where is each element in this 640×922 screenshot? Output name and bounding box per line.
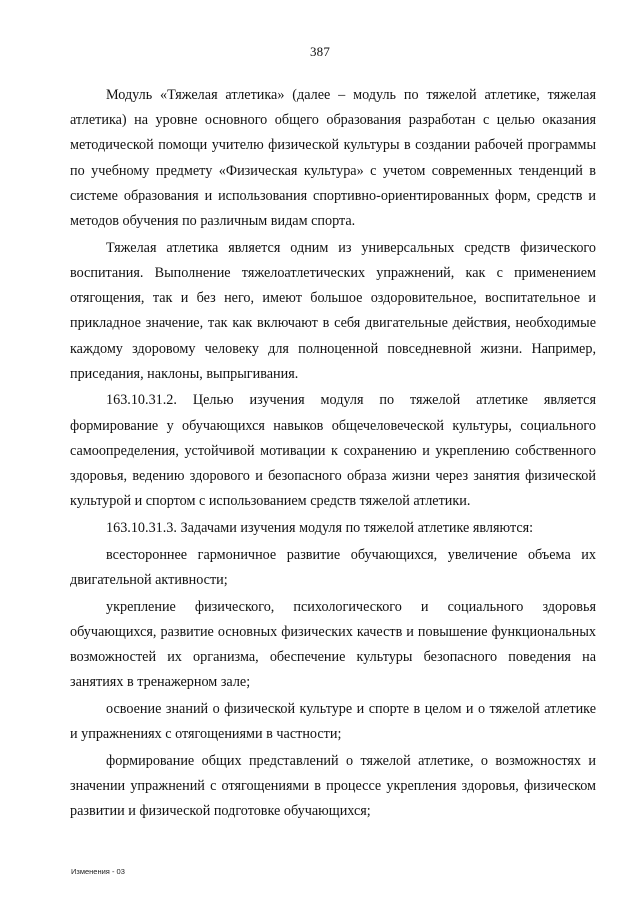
footer-revision: Изменения - 03 bbox=[71, 867, 125, 876]
paragraph-module-intro: Модуль «Тяжелая атлетика» (далее – модуль по тяжелой атлетике, тяжелая атлетика) на уровне основного общего образования разработан с целью оказания методической помощи учителю физической культуры в создании рабочей программы по учебному предмету «Физическая культура» с учетом современных тенденций в системе образования и использования спортивно-ориентированных форм, средств и методов обучения по различным видам спорта. bbox=[70, 87, 596, 230]
paragraph-task-knowledge: освоение знаний о физической культуре и спорте в целом и о тяжелой атлетике и упражнениях с отягощениями в частности; bbox=[70, 700, 596, 743]
paragraph-goal: 163.10.31.2. Целью изучения модуля по тяжелой атлетике является формирование у обучающихся навыков общечеловеческой культуры, социального самоопределения, устойчивой мотивации к сохранению и укреплению собственного здоровья, ведению здорового и безопасного образа жизни через занятия физической культурой и спортом с использованием средств тяжелой атлетики. bbox=[70, 392, 596, 510]
paragraph-task-development: всестороннее гармоничное развитие обучающихся, увеличение объема их двигательной активности; bbox=[70, 546, 596, 588]
page-number: 387 bbox=[309, 44, 331, 59]
body-text bbox=[70, 83, 596, 826]
paragraph-task-health: укрепление физического, психологического и социального здоровья обучающихся, развитие основных физических качеств и повышение функциональных возможностей их организма, обеспечение культуры безопасного поведения на занятиях в тренажерном зале; bbox=[70, 598, 596, 691]
paragraph-task-concepts: формирование общих представлений о тяжелой атлетике, о возможностях и значении упражнений с отягощениями в процессе укрепления здоровья, физическом развитии и физической подготовке обучающихся; bbox=[70, 752, 596, 820]
paragraph-tasks-heading: 163.10.31.3. Задачами изучения модуля по тяжелой атлетике являются: bbox=[106, 519, 534, 536]
paragraph-weightlifting-description: Тяжелая атлетика является одним из универсальных средств физического воспитания. Выполнение тяжелоатлетических упражнений, как с применением отягощения, так и без него, имеют большое оздоровительное, воспитательное и прикладное значение, так как включают в себя двигательные действия, необходимые каждому здоровому человеку для полноценной повседневной жизни. Например, приседания, наклоны, выпрыгивания. bbox=[70, 239, 596, 382]
